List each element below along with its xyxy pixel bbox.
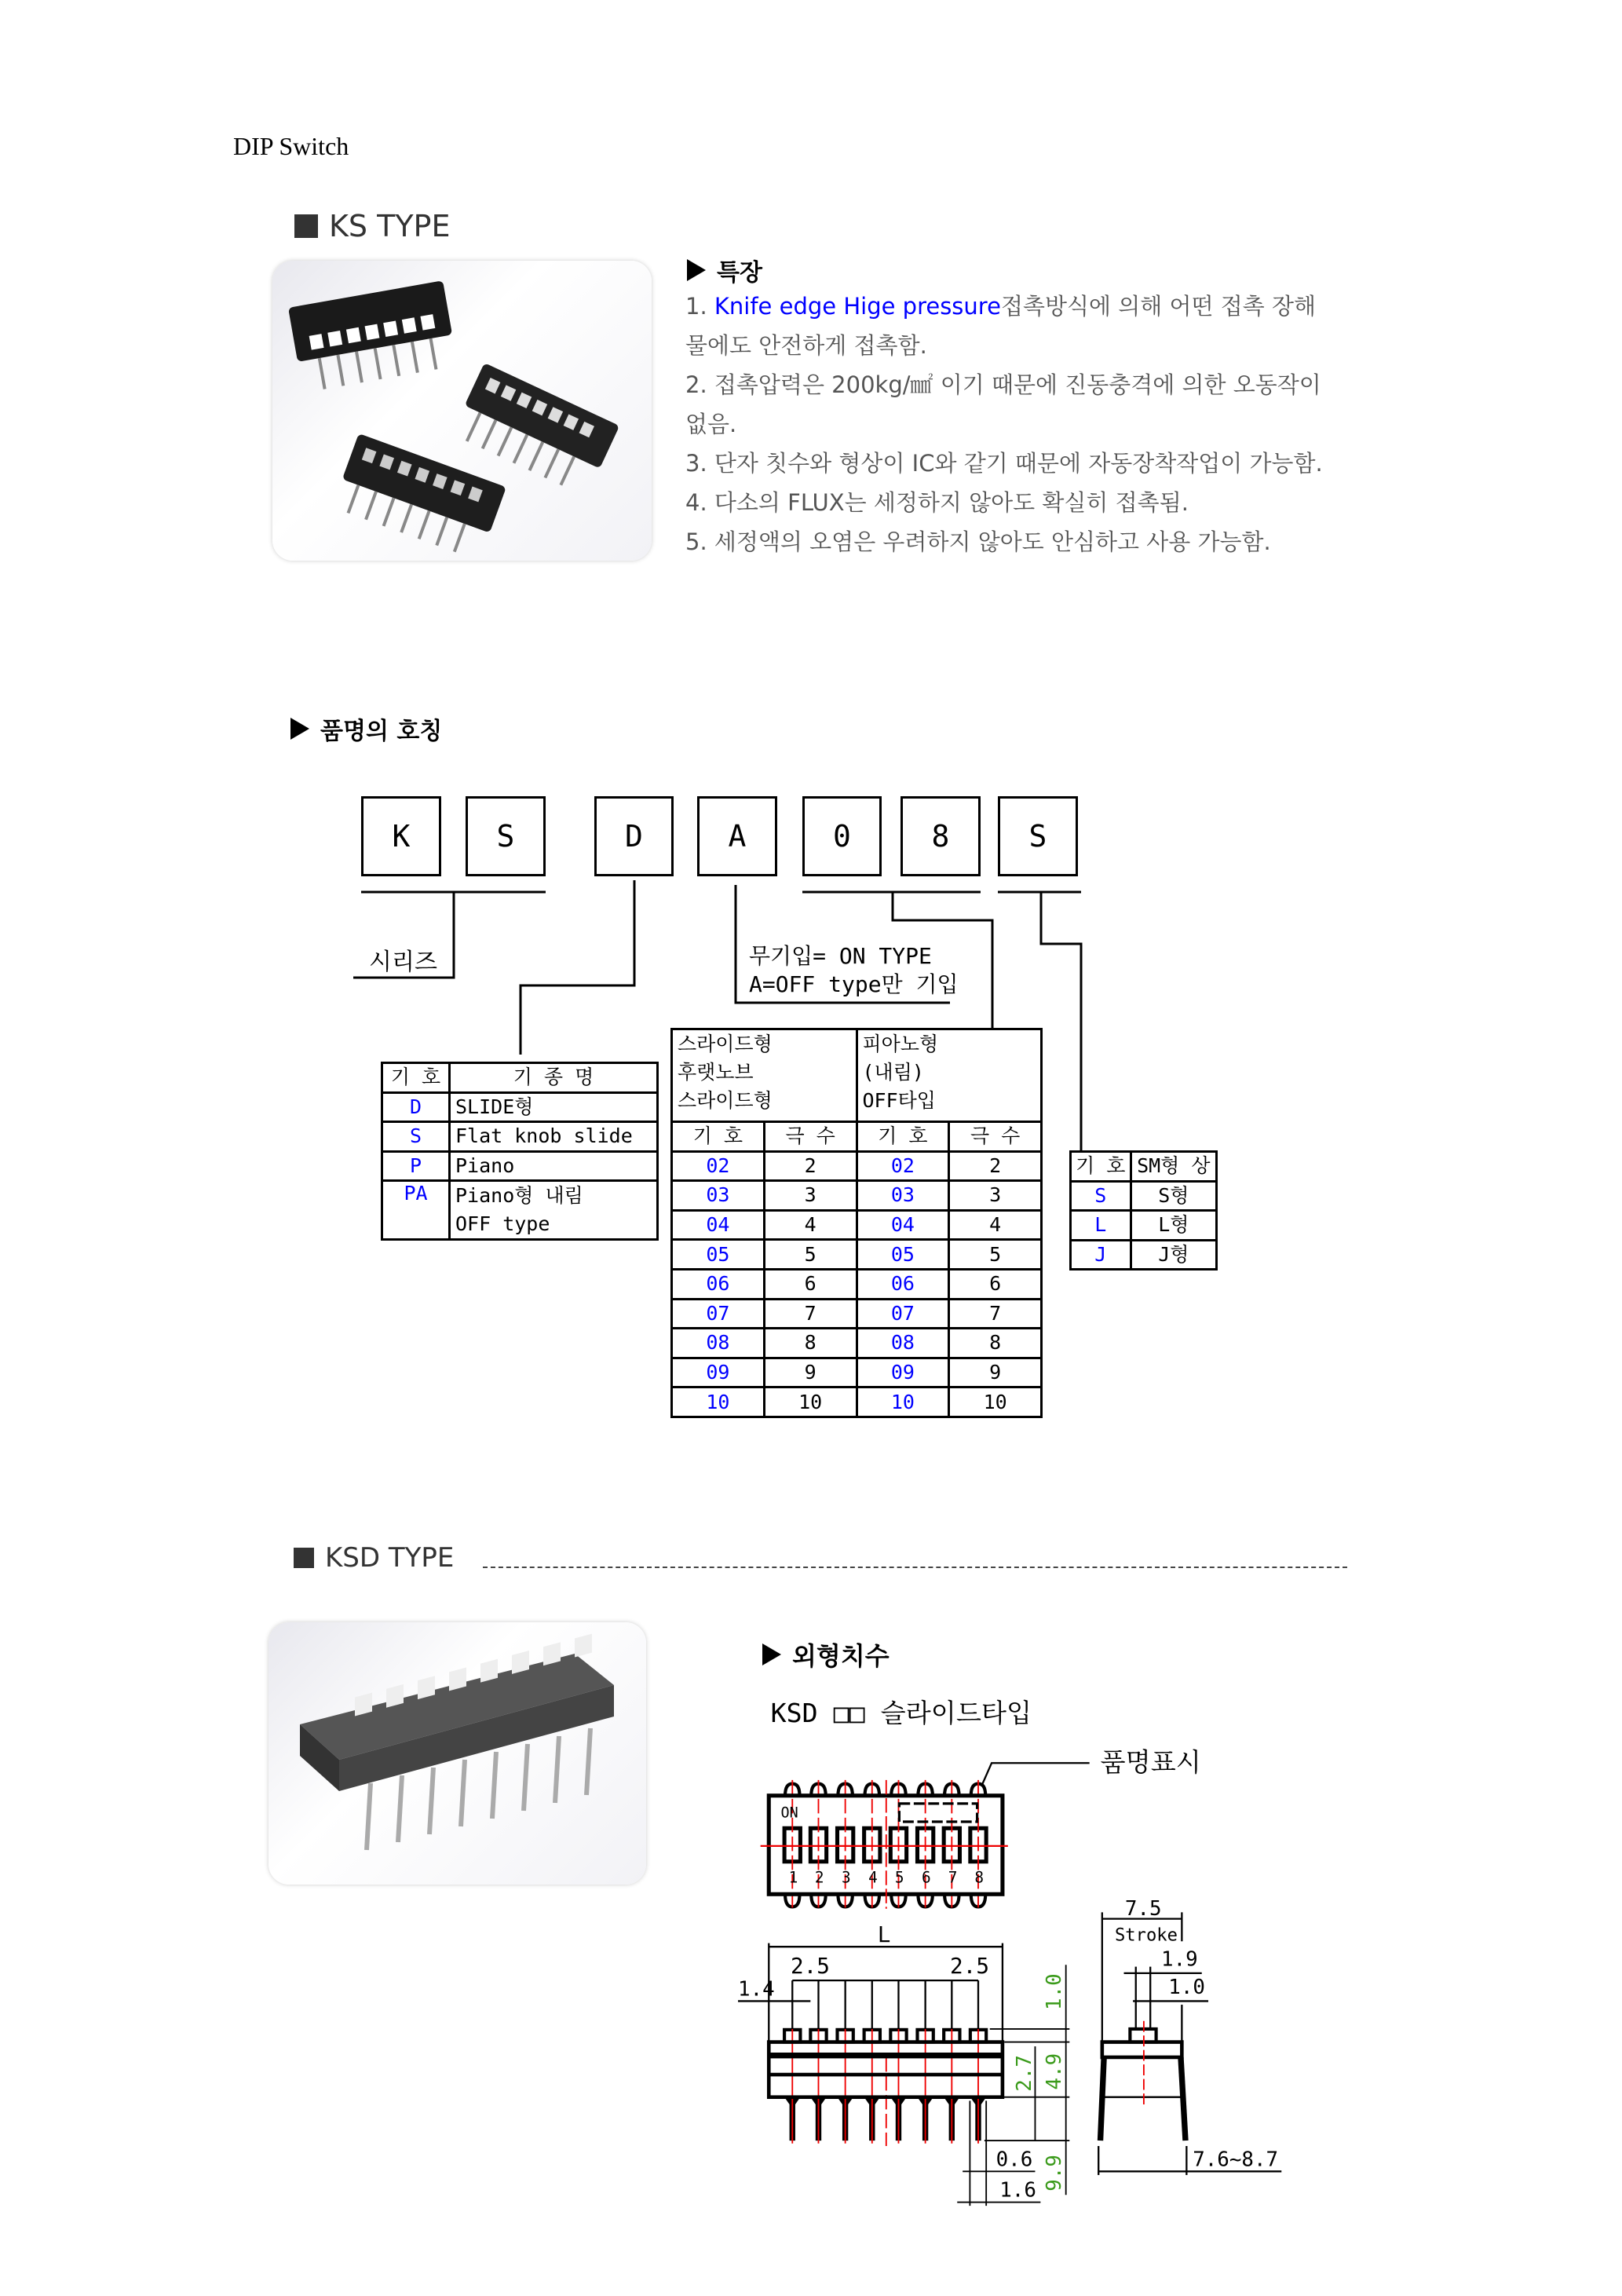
- pole-code: 05: [672, 1240, 765, 1270]
- table-row: [672, 1329, 1042, 1358]
- group1-line: 스라이드형: [678, 1089, 773, 1112]
- shape-name: S형: [1131, 1181, 1216, 1211]
- table-row: [672, 1210, 1042, 1240]
- table-row: [672, 1387, 1042, 1417]
- pole-count: 7: [949, 1299, 1042, 1329]
- section-title-text: KS TYPE: [329, 209, 451, 243]
- table-row: [382, 1151, 658, 1181]
- naming-heading-text: 품명의 호칭: [320, 718, 443, 745]
- code-box-d: D: [594, 796, 674, 876]
- pole-code: 10: [672, 1387, 765, 1417]
- pole-count: 4: [949, 1210, 1042, 1240]
- pole-count: 5: [764, 1240, 857, 1270]
- shape-header: SM형 상: [1131, 1152, 1216, 1182]
- pole-count: 8: [949, 1329, 1042, 1358]
- type-name: SLIDE형: [450, 1092, 658, 1122]
- marking-label: 품명표시: [1100, 1746, 1201, 1778]
- shape-code: J: [1071, 1240, 1131, 1270]
- code-box-k: K: [361, 796, 441, 876]
- pole-code: 02: [672, 1151, 765, 1181]
- feature-prefix: 1.: [685, 293, 714, 320]
- ksd-switch-photo: [269, 1622, 646, 1885]
- pole-code: 08: [857, 1329, 949, 1358]
- table-row: [672, 1240, 1042, 1270]
- section-title-text: KSD TYPE: [325, 1542, 455, 1574]
- pole-count: 3: [949, 1181, 1042, 1211]
- table-row: [1071, 1211, 1217, 1241]
- shape-table: [1069, 1150, 1218, 1270]
- type-code: S: [382, 1122, 450, 1152]
- code-box-s: S: [466, 796, 546, 876]
- pole-count: 9: [764, 1358, 857, 1387]
- switch-number: 2: [814, 1868, 824, 1887]
- shape-name: J형: [1131, 1240, 1216, 1270]
- shape-header: 기 호: [1071, 1152, 1131, 1182]
- type-code: PA: [382, 1181, 450, 1240]
- feature-item: 5. 세정액의 오염은 우려하지 않아도 안심하고 사용 가능함.: [685, 528, 1271, 555]
- dimension-heading-text: 외형치수: [792, 1641, 890, 1671]
- table-row: [672, 1299, 1042, 1329]
- pole-count: 6: [949, 1269, 1042, 1299]
- code-box-a: A: [697, 796, 777, 876]
- dim-0-6: 0.6: [995, 2148, 1033, 2172]
- pitch-left: 2.5: [790, 1952, 830, 1979]
- shape-code: S: [1071, 1181, 1131, 1211]
- ksd-type-section-title: [294, 1542, 454, 1574]
- pole-count: 2: [949, 1151, 1042, 1181]
- dim-1-0-green: 1.0: [1042, 1973, 1066, 2010]
- features-heading-text: 특장: [717, 259, 762, 287]
- feature-text: 접촉방식에 의해 어떤 접촉 장해물에도 안전하게 접촉함.: [685, 293, 1316, 359]
- dim-1-9: 1.9: [1161, 1947, 1198, 1972]
- shape-code: L: [1071, 1211, 1131, 1241]
- pole-code: 05: [857, 1240, 949, 1270]
- sub-header: 극 수: [949, 1122, 1042, 1152]
- dim-9-9: 9.9: [1042, 2155, 1066, 2192]
- dim-4-9: 4.9: [1042, 2053, 1066, 2090]
- type-code: P: [382, 1151, 450, 1181]
- pole-count: 10: [949, 1387, 1042, 1417]
- pole-count: 5: [949, 1240, 1042, 1270]
- pole-code: 04: [672, 1210, 765, 1240]
- dim-1-4: 1.4: [738, 1977, 775, 2002]
- table-row: [1071, 1181, 1217, 1211]
- pole-table: [670, 1028, 1043, 1418]
- dim-7-5: 7.5: [1124, 1897, 1162, 1921]
- dim-7-6-8-7: 7.6~8.7: [1193, 2148, 1279, 2172]
- pole-count: 6: [764, 1269, 857, 1299]
- type-code: D: [382, 1092, 450, 1122]
- switch-number: 7: [948, 1868, 958, 1887]
- pole-code: 07: [857, 1299, 949, 1329]
- switch-number: 4: [868, 1868, 878, 1887]
- triangle-bullet-icon: [762, 1643, 781, 1665]
- pole-count: 7: [764, 1299, 857, 1329]
- a-note-line1: 무기입= ON TYPE: [749, 943, 932, 969]
- pole-code: 03: [857, 1181, 949, 1211]
- feature-item: 2. 접촉압력은 200kg/㎟ 이기 때문에 진동충격에 의한 오동작이 없음.: [685, 371, 1321, 437]
- dim-1-0: 1.0: [1168, 1976, 1205, 2000]
- dim-2-7: 2.7: [1012, 2055, 1036, 2092]
- pole-code: 06: [672, 1269, 765, 1299]
- pole-code: 10: [857, 1387, 949, 1417]
- table-row: [382, 1122, 658, 1152]
- page-title: DIP Switch: [233, 132, 349, 160]
- pole-code: 09: [672, 1358, 765, 1387]
- a-note-line2: A=OFF type만 기입: [749, 971, 959, 997]
- feature-item: 4. 다소의 FLUX는 세정하지 않아도 확실히 접촉됨.: [685, 489, 1189, 516]
- group2-line: 피아노형: [862, 1033, 939, 1055]
- sub-header: 기 호: [672, 1122, 765, 1152]
- sub-header: 기 호: [857, 1122, 949, 1152]
- pole-count: 10: [764, 1387, 857, 1417]
- table-row: [382, 1092, 658, 1122]
- pole-count: 4: [764, 1210, 857, 1240]
- type-name: Flat knob slide: [450, 1122, 658, 1152]
- pole-code: 06: [857, 1269, 949, 1299]
- table-row: [672, 1269, 1042, 1299]
- pole-code: 04: [857, 1210, 949, 1240]
- type-header-name: 기 종 명: [450, 1063, 658, 1093]
- type-table: [381, 1062, 659, 1241]
- type-name-2: OFF type: [455, 1212, 550, 1236]
- group1-line: 스라이드형: [678, 1033, 773, 1055]
- drawing-title: KSD □□ 슬라이드타입: [770, 1698, 1032, 1729]
- table-row: [1071, 1240, 1217, 1270]
- type-header-code: 기 호: [382, 1063, 450, 1093]
- pole-count: 8: [764, 1329, 857, 1358]
- group1-line: 후랫노브: [678, 1061, 754, 1084]
- pole-code: 09: [857, 1358, 949, 1387]
- pole-count: 9: [949, 1358, 1042, 1387]
- table-row: [672, 1151, 1042, 1181]
- length-label: L: [877, 1921, 891, 1948]
- table-row: [382, 1181, 658, 1240]
- pole-code: 03: [672, 1181, 765, 1211]
- feature-item: 3. 단자 칫수와 형상이 IC와 같기 때문에 자동장착작업이 가능함.: [685, 450, 1323, 477]
- on-label: ON: [780, 1804, 798, 1822]
- table-row: [672, 1358, 1042, 1387]
- pole-code: 08: [672, 1329, 765, 1358]
- group2-line: (내림): [862, 1061, 924, 1084]
- code-box-shape: S: [998, 796, 1078, 876]
- feature-highlight: Knife edge Hige pressure: [714, 293, 1001, 320]
- pole-code: 07: [672, 1299, 765, 1329]
- pole-code: 02: [857, 1151, 949, 1181]
- ksd-dimension-drawing: [738, 1680, 1303, 2217]
- shape-name: L형: [1131, 1211, 1216, 1241]
- a-type-note: [749, 942, 959, 999]
- type-name: Piano: [450, 1151, 658, 1181]
- pole-count: 3: [764, 1181, 857, 1211]
- switch-number: 1: [788, 1868, 798, 1887]
- square-bullet-icon: [294, 1548, 314, 1568]
- series-label: 시리즈: [369, 949, 437, 976]
- pitch-right: 2.5: [950, 1952, 989, 1979]
- code-box-8: 8: [901, 796, 981, 876]
- table-row: [672, 1181, 1042, 1211]
- code-box-0: 0: [802, 796, 882, 876]
- pole-count: 2: [764, 1151, 857, 1181]
- type-name: Piano형 내림: [455, 1184, 583, 1208]
- switch-number: 5: [894, 1868, 904, 1887]
- section-divider: [483, 1567, 1347, 1568]
- switch-number: 3: [842, 1868, 851, 1887]
- group2-line: OFF타입: [862, 1089, 936, 1112]
- dim-1-6: 1.6: [999, 2178, 1036, 2203]
- sub-header: 극 수: [764, 1122, 857, 1152]
- switch-number: 6: [922, 1868, 931, 1887]
- dimension-heading: [762, 1636, 890, 1673]
- switch-number: 8: [974, 1868, 985, 1887]
- stroke-label: Stroke: [1114, 1925, 1178, 1946]
